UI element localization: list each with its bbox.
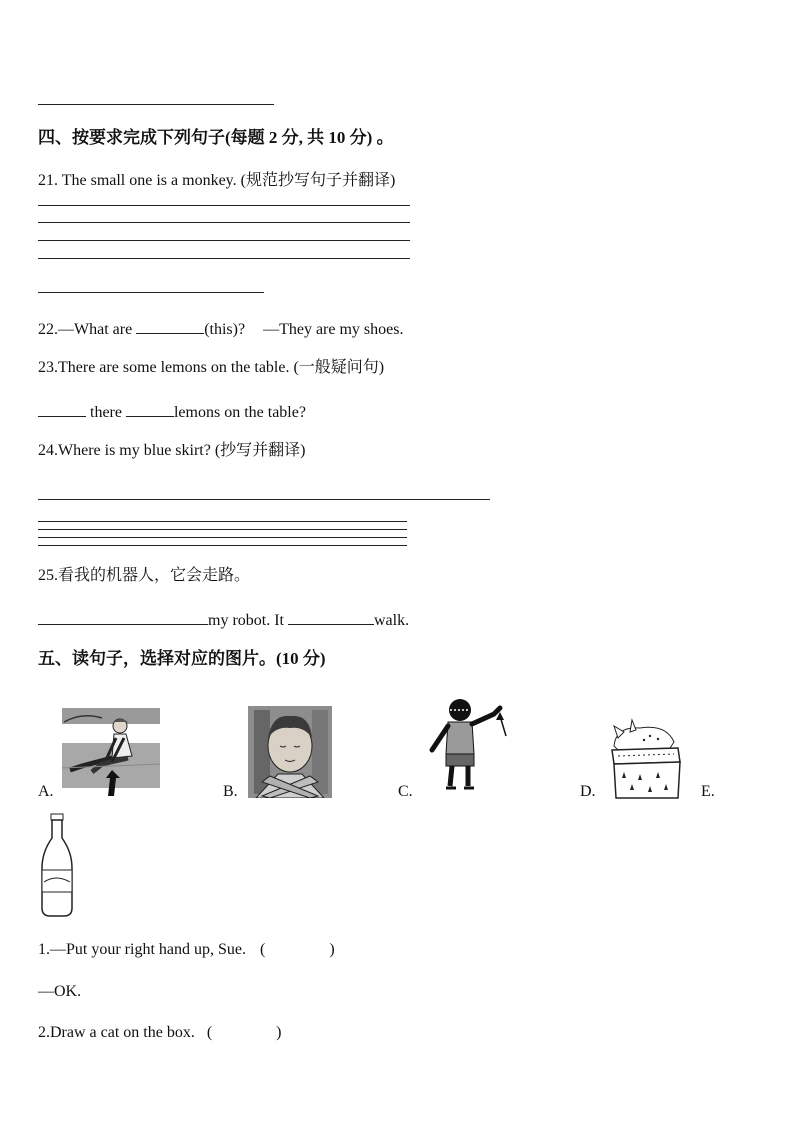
picture-c-boy-hand-up[interactable] xyxy=(428,698,512,792)
writing-line[interactable] xyxy=(38,222,410,223)
picture-b-boy-crossed-arms[interactable] xyxy=(248,706,332,798)
section-4-heading: 四、按要求完成下列句子(每题 2 分, 共 10 分) 。 xyxy=(38,128,394,147)
answer-line[interactable] xyxy=(38,104,274,105)
writing-line[interactable] xyxy=(38,537,407,538)
option-label-b: B. xyxy=(223,783,238,800)
question-text: there xyxy=(90,404,122,421)
answer-blank[interactable] xyxy=(38,400,86,417)
question-text: my robot. It xyxy=(208,612,284,629)
answer-blank[interactable] xyxy=(136,317,204,334)
question-text: (this)? xyxy=(204,321,246,338)
picture-a-girl-sitting[interactable] xyxy=(62,708,160,798)
option-label-c: C. xyxy=(398,783,413,800)
answer-parentheses[interactable]: ( ) xyxy=(206,1024,282,1041)
question-25-answer xyxy=(38,608,409,631)
writing-line[interactable] xyxy=(38,521,407,522)
option-label-a: A. xyxy=(38,783,54,800)
question-24: 24.Where is my blue skirt? (抄写并翻译) xyxy=(38,442,306,459)
writing-line[interactable] xyxy=(38,529,407,530)
question-text: 2.Draw a cat on the box. xyxy=(38,1024,195,1041)
answer-blank[interactable] xyxy=(126,400,174,417)
s5-question-1-reply: —OK. xyxy=(38,983,82,1000)
picture-e-bottle[interactable] xyxy=(36,812,78,920)
answer-blank[interactable] xyxy=(38,608,208,625)
writing-line[interactable] xyxy=(38,205,410,206)
option-label-e: E. xyxy=(701,783,715,800)
question-23-answer xyxy=(38,400,306,423)
question-text: walk. xyxy=(374,612,410,629)
writing-line[interactable] xyxy=(38,499,490,500)
section-5-heading: 五、读句子，选择对应的图片。(10 分) xyxy=(38,649,326,668)
translation-line[interactable] xyxy=(38,292,264,293)
question-25: 25.看我的机器人，它会走路。 xyxy=(38,567,251,584)
writing-line[interactable] xyxy=(38,240,410,241)
question-text: . The small one is a monkey. (规范抄写句子并翻译) xyxy=(54,172,396,189)
writing-line[interactable] xyxy=(38,545,407,546)
question-23: 23.There are some lemons on the table. (一般疑问句) xyxy=(38,359,385,376)
answer-parentheses[interactable]: ( ) xyxy=(260,941,335,958)
picture-d-cat-on-box[interactable] xyxy=(610,712,682,800)
option-label-d: D. xyxy=(580,783,596,800)
question-number: 21 xyxy=(38,172,54,189)
writing-line[interactable] xyxy=(38,258,410,259)
s5-question-1 xyxy=(38,940,335,960)
question-text: 22.—What are xyxy=(38,321,133,338)
answer-blank[interactable] xyxy=(288,608,374,625)
s5-question-2 xyxy=(38,1023,282,1043)
question-22 xyxy=(38,317,403,340)
question-text: lemons on the table? xyxy=(173,404,306,421)
question-21 xyxy=(38,171,395,191)
question-text: —They are my shoes. xyxy=(263,321,404,338)
question-text: 1.—Put your right hand up, Sue. xyxy=(38,941,246,958)
